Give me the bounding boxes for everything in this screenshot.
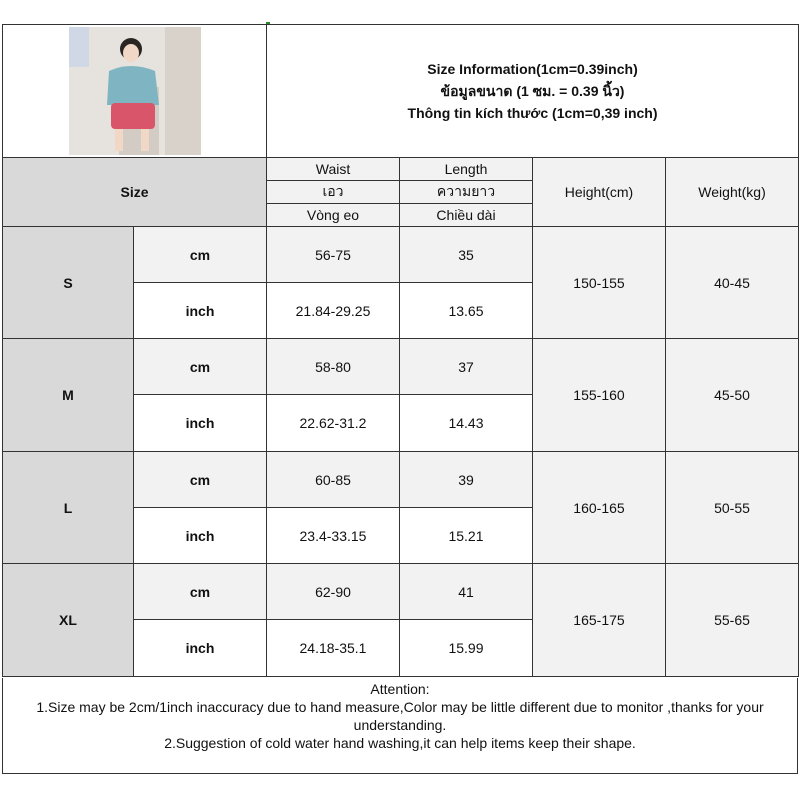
- height-value: 155-160: [533, 339, 666, 452]
- length-header-en: Length: [400, 158, 533, 181]
- height-value: 150-155: [533, 227, 666, 339]
- size-info-cell: [267, 25, 799, 158]
- table-row: [3, 227, 799, 283]
- weight-value: 50-55: [666, 452, 799, 564]
- length-inch: 14.43: [400, 395, 533, 452]
- weight-value: 45-50: [666, 339, 799, 452]
- size-chart-table: [2, 24, 799, 677]
- waist-inch: 24.18-35.1: [267, 620, 400, 677]
- attention-notes: [2, 678, 798, 774]
- attention-line-2: understanding.: [353, 717, 447, 733]
- waist-cm: 58-80: [267, 339, 400, 395]
- info-english: Size Information(1cm=0.39inch): [427, 61, 638, 77]
- table-row: [3, 452, 799, 508]
- size-label: S: [3, 227, 134, 339]
- model-photo: [69, 27, 201, 155]
- attention-line-1: 1.Size may be 2cm/1inch inaccuracy due to hand measure,Color may be little different due to monitor ,thanks for your: [36, 699, 764, 715]
- length-header-th: ความยาว: [400, 181, 533, 204]
- attention-line-3: 2.Suggestion of cold water hand washing,it can help items keep their shape.: [164, 735, 636, 751]
- length-cm: 35: [400, 227, 533, 283]
- unit-cm: cm: [134, 452, 267, 508]
- height-value: 165-175: [533, 564, 666, 677]
- size-label: XL: [3, 564, 134, 677]
- unit-cm: cm: [134, 339, 267, 395]
- waist-header-th: เอว: [267, 181, 400, 204]
- size-label: L: [3, 452, 134, 564]
- size-label: M: [3, 339, 134, 452]
- waist-header-en: Waist: [267, 158, 400, 181]
- unit-inch: inch: [134, 508, 267, 564]
- unit-cm: cm: [134, 227, 267, 283]
- length-cm: 41: [400, 564, 533, 620]
- weight-value: 40-45: [666, 227, 799, 339]
- photo-cell: [3, 25, 267, 158]
- waist-cm: 62-90: [267, 564, 400, 620]
- length-cm: 37: [400, 339, 533, 395]
- weight-header: Weight(kg): [666, 158, 799, 227]
- waist-inch: 21.84-29.25: [267, 283, 400, 339]
- height-header: Height(cm): [533, 158, 666, 227]
- table-row: [3, 339, 799, 395]
- info-vietnamese: Thông tin kích thước (1cm=0,39 inch): [407, 105, 658, 121]
- unit-inch: inch: [134, 620, 267, 677]
- length-cm: 39: [400, 452, 533, 508]
- length-header-vi: Chiều dài: [400, 204, 533, 227]
- attention-title: Attention:: [370, 681, 430, 697]
- unit-inch: inch: [134, 395, 267, 452]
- waist-header-vi: Vòng eo: [267, 204, 400, 227]
- model-illustration: [69, 27, 201, 155]
- length-inch: 15.21: [400, 508, 533, 564]
- unit-inch: inch: [134, 283, 267, 339]
- waist-inch: 22.62-31.2: [267, 395, 400, 452]
- size-header: Size: [3, 158, 267, 227]
- height-value: 160-165: [533, 452, 666, 564]
- waist-cm: 56-75: [267, 227, 400, 283]
- waist-cm: 60-85: [267, 452, 400, 508]
- info-thai: ข้อมูลขนาด (1 ซม. = 0.39 นิ้ว): [440, 83, 625, 99]
- unit-cm: cm: [134, 564, 267, 620]
- waist-inch: 23.4-33.15: [267, 508, 400, 564]
- table-row: [3, 564, 799, 620]
- weight-value: 55-65: [666, 564, 799, 677]
- length-inch: 13.65: [400, 283, 533, 339]
- length-inch: 15.99: [400, 620, 533, 677]
